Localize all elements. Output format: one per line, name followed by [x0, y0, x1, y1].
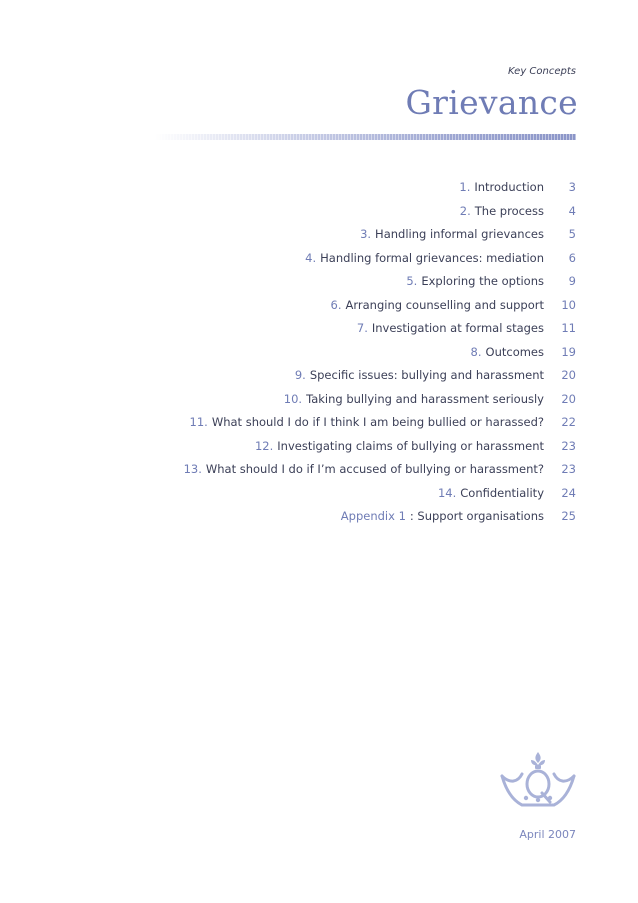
toc-row[interactable] [150, 248, 576, 272]
toc-text: What should I do if I’m accused of bullying or harassment? [205, 462, 544, 476]
toc-row[interactable] [150, 318, 576, 342]
toc-number: 11. [189, 415, 208, 429]
toc-number: 5. [406, 274, 418, 288]
toc-entry [284, 392, 544, 406]
toc-row[interactable] [150, 412, 576, 436]
toc-entry [341, 509, 544, 523]
toc-row[interactable] [150, 342, 576, 366]
toc-text: Investigation at formal stages [371, 321, 544, 335]
toc-page-number: 5 [568, 227, 576, 241]
toc-page-number: 22 [561, 415, 576, 429]
document-subtitle: Key Concepts [507, 66, 576, 77]
toc-text: Specific issues: bullying and harassment [309, 368, 544, 382]
toc-number: 9. [294, 368, 306, 382]
toc-text: Exploring the options [421, 274, 544, 288]
toc-number: 1. [459, 180, 471, 194]
toc-number: 14. [437, 485, 457, 500]
toc-row[interactable] [150, 224, 576, 248]
toc-page-number: 23 [561, 438, 576, 453]
toc-number: 2. [459, 203, 471, 218]
header-rule [155, 134, 576, 140]
toc-page-number: 6 [568, 250, 576, 265]
toc-row[interactable] [150, 459, 576, 483]
toc-text: Handling formal grievances: mediation [320, 250, 544, 265]
toc-entry [438, 486, 544, 500]
toc-page-number: 20 [561, 368, 576, 382]
toc-number: 3. [360, 227, 372, 241]
toc-entry [471, 345, 544, 359]
toc-text: The process [474, 203, 544, 218]
toc-row[interactable] [150, 271, 576, 295]
toc-entry [357, 321, 544, 335]
toc-page-number: 3 [568, 180, 576, 194]
table-of-contents [150, 177, 576, 530]
publication-date: April 2007 [519, 828, 576, 841]
toc-page-number: 24 [561, 485, 576, 500]
toc-page-number: 25 [561, 509, 576, 523]
toc-text: Introduction [474, 180, 544, 194]
toc-entry [459, 180, 544, 194]
toc-entry [460, 204, 544, 218]
toc-entry [305, 251, 544, 265]
toc-row[interactable] [150, 389, 576, 413]
toc-entry [190, 415, 544, 429]
toc-row[interactable] [150, 201, 576, 225]
toc-entry [255, 439, 544, 453]
toc-text: : Support organisations [409, 509, 544, 523]
toc-number: 10. [283, 391, 303, 406]
toc-page-number: 4 [568, 203, 576, 218]
toc-row[interactable] [150, 483, 576, 507]
toc-text: Investigating claims of bullying or harassment [277, 438, 544, 453]
toc-number: 7. [356, 321, 368, 335]
toc-row[interactable] [150, 295, 576, 319]
toc-row[interactable] [150, 365, 576, 389]
toc-entry [295, 368, 544, 382]
toc-page-number: 19 [561, 344, 576, 359]
toc-page-number: 23 [561, 462, 576, 476]
document-title: Grievance [405, 83, 578, 122]
toc-number: 8. [470, 344, 482, 359]
toc-entry [360, 227, 544, 241]
toc-text: Outcomes [485, 344, 544, 359]
toc-text: Handling informal grievances [375, 227, 544, 241]
toc-entry [184, 462, 544, 476]
toc-text: What should I do if I think I am being bullied or harassed? [211, 415, 544, 429]
toc-number: 13. [183, 462, 202, 476]
toc-number: 4. [305, 250, 317, 265]
toc-text: Confidentiality [460, 485, 544, 500]
toc-page-number: 10 [561, 297, 576, 312]
toc-number: 12. [254, 438, 274, 453]
toc-page-number: 11 [561, 321, 576, 335]
toc-row[interactable] [150, 506, 576, 530]
toc-page-number: 9 [568, 274, 576, 288]
toc-entry [406, 274, 544, 288]
toc-text: Arranging counselling and support [345, 297, 544, 312]
toc-row[interactable] [150, 436, 576, 460]
toc-number: 6. [330, 297, 342, 312]
toc-entry [331, 298, 544, 312]
crown-q-logo-icon [496, 750, 580, 814]
toc-appendix-label: Appendix 1 [340, 509, 406, 523]
toc-text: Taking bullying and harassment seriously [306, 391, 544, 406]
toc-page-number: 20 [561, 391, 576, 406]
toc-row[interactable] [150, 177, 576, 201]
